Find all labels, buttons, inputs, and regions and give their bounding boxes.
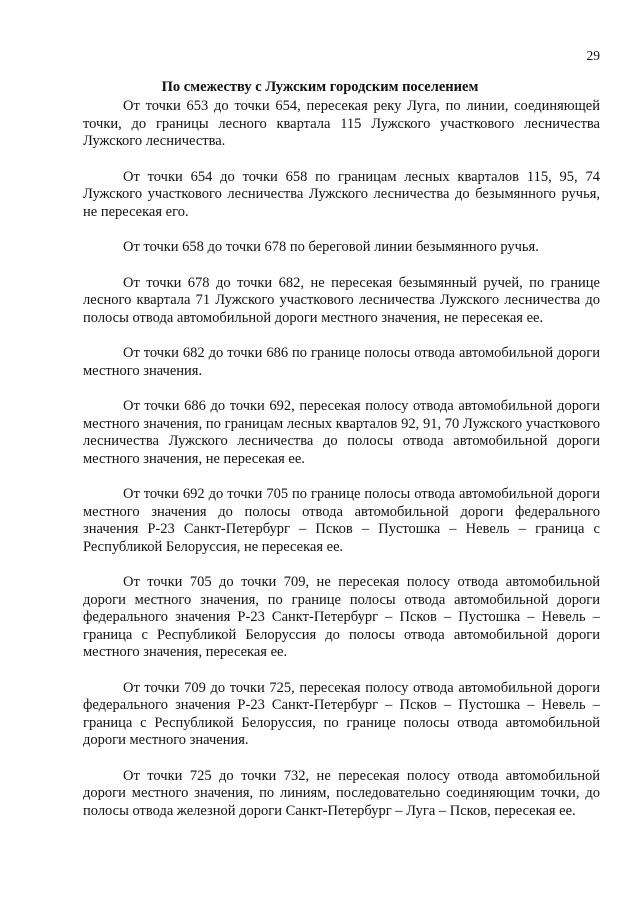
- paragraph: От точки 692 до точки 705 по границе полосы отвода автомобильной дороги местного значения до полосы отвода автомобильной дороги федерального значения Р-23 Санкт-Петербург – Псков – Пустошка – Невель – граница с Республикой Белоруссия, не пересекая ее.: [83, 486, 600, 555]
- paragraph: От точки 725 до точки 732, не пересекая полосу отвода автомобильной дороги местного значения, по линиям, последовательно соединяющим точки, до полосы отвода железной дороги Санкт-Петербург – Луга – Псков, пересекая ее.: [83, 767, 600, 819]
- section-heading: По смежеству с Лужским городским поселением: [161, 79, 479, 95]
- paragraph: От точки 653 до точки 654, пересекая реку Луга, по линии, соединяющей точки, до границы лесного квартала 115 Лужского участкового лесничества Лужского лесничества.: [83, 98, 600, 149]
- paragraph: От точки 686 до точки 692, пересекая полосу отвода автомобильной дороги местного значения, по границам лесных кварталов 92, 91, 70 Лужского участкового лесничества Лужского лесничества до полосы отвода автомобильной дороги местного значения, не пересекая ее.: [83, 398, 600, 467]
- paragraph: От точки 705 до точки 709, не пересекая полосу отвода автомобильной дороги местного значения, по границе полосы отвода автомобильной дороги федерального значения Р-23 Санкт-Петербург – Псков – Пустошка – Невель – граница с Республикой Белоруссия до полосы отвода автомобильной дороги местного значения, пересекая ее.: [83, 574, 600, 660]
- paragraph: От точки 709 до точки 725, пересекая полосу отвода автомобильной дороги федерального значения Р-23 Санкт-Петербург – Псков – Пустошка – Невель – граница с Республикой Белоруссия, по границе полосы отвода автомобильной дороги местного значения.: [83, 679, 600, 748]
- paragraph: От точки 654 до точки 658 по границам лесных кварталов 115, 95, 74 Лужского участкового лесничества Лужского лесничества до безымянного ручья, не пересекая его.: [83, 168, 600, 220]
- page-number: 29: [586, 48, 600, 63]
- paragraph: От точки 682 до точки 686 по границе полосы отвода автомобильной дороги местного значения.: [83, 345, 600, 379]
- paragraph: От точки 658 до точки 678 по береговой линии безымянного ручья.: [123, 239, 539, 255]
- document-body: [83, 98, 600, 838]
- paragraph: От точки 678 до точки 682, не пересекая безымянный ручей, по границе лесного квартала 71 Лужского участкового лесничества Лужского лесничества до полосы отвода автомобильной дороги местного значения, не пересекая ее.: [83, 274, 600, 326]
